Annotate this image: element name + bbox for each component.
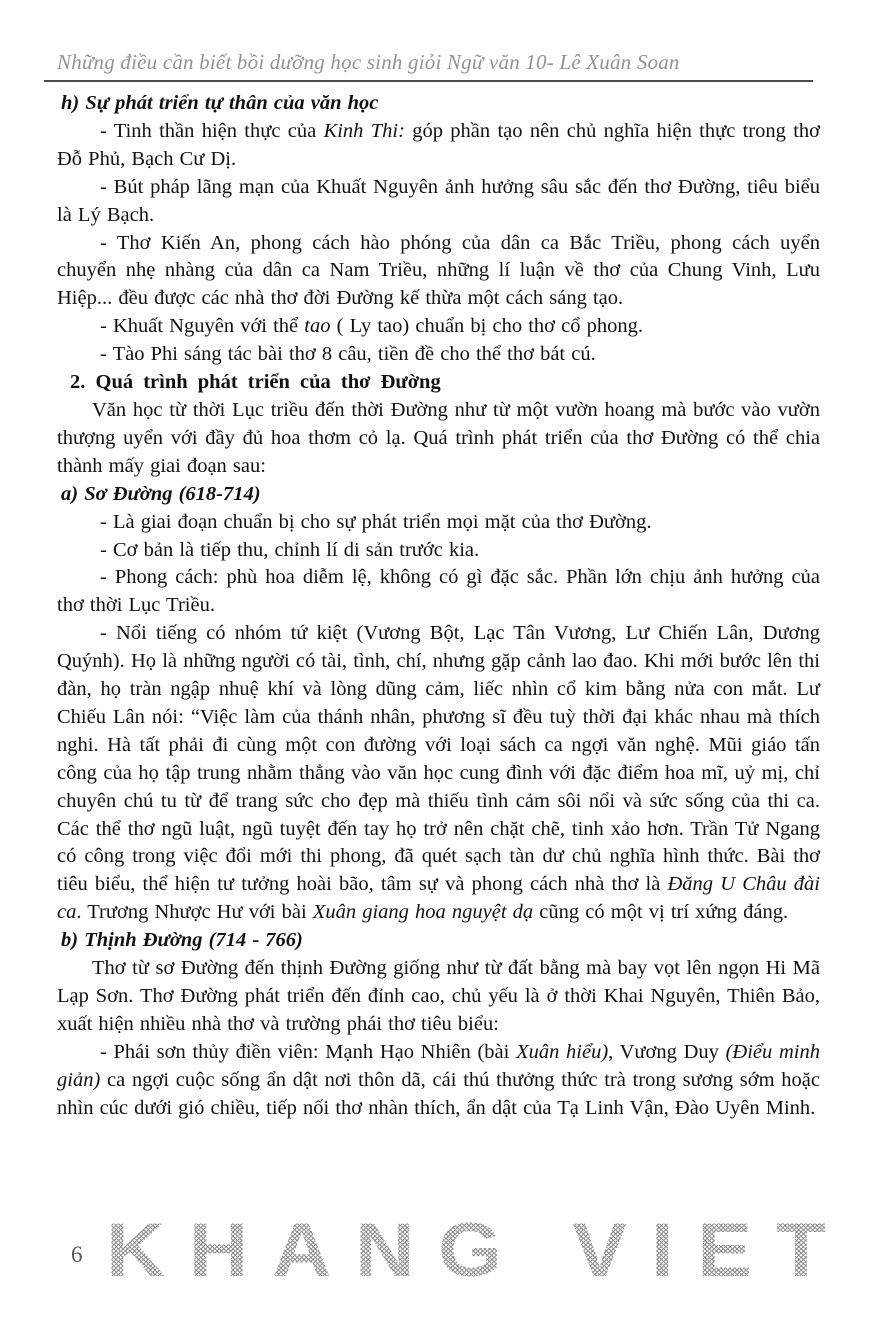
paragraph [57,174,820,230]
text-run: Văn học từ thời Lục triều đến thời Đường như từ một vườn hoang mà bước vào vườn thượng uyển với đầy đủ hoa thơm cỏ lạ. Quá trình phát triển của thơ Đường có thể chia thành mấy giai đoạn sau: [57,398,820,477]
paragraph [57,118,820,174]
text-run: a) Sơ Đường (618-714) [61,482,261,505]
paragraph [57,955,820,1039]
paragraph [57,620,820,927]
text-run: . Trương Nhược Hư với bài [76,901,313,924]
text-run: cũng có một vị trí xứng đáng. [533,901,789,924]
paragraph [57,397,820,481]
text-run: Thơ từ sơ Đường đến thịnh Đường giống như từ đất bằng mà bay vọt lên ngọn Hi Mã Lạp Sơn. Thơ Đường phát triển đến đỉnh cao, chủ yếu là ở thời Khai Nguyên, Thiên Bảo, xuất hiện nhiều nhà thơ và trường phái thơ tiêu biểu: [57,957,820,1035]
italic-text-run: (Điểu minh giản) [57,1040,820,1091]
text-run: ( Ly tao) chuẩn bị cho thơ cổ phong. [330,315,643,338]
paragraph [57,564,820,620]
page-number: 6 [71,1242,83,1267]
text-run: - Bút pháp lãng mạn của Khuất Nguyên ảnh hưởng sâu sắc đến thơ Đường, tiêu biểu là Lý Bạch. [57,175,820,226]
paragraph [57,341,820,369]
text-run: b) Thịnh Đường (714 - 766) [61,929,303,952]
text-run: - Cơ bản là tiếp thu, chỉnh lí di sản trước kia. [100,538,480,561]
paragraph [57,509,820,537]
text-run: - Tinh thần hiện thực của [100,119,324,142]
paragraph [57,230,820,314]
text-run: - Tào Phi sáng tác bài thơ 8 câu, tiền đề cho thể thơ bát cú. [100,343,596,366]
text-run: - Nổi tiếng có nhóm tứ kiệt (Vương Bột, Lạc Tân Vương, Lư Chiến Lân, Dương Quýnh). Họ là những người có tài, tình, chí, nhưng gặp cảnh lao đao. Khi mới bước lên thi đàn, họ tràn ngập nhuệ khí và lòng dũng cảm, liếc nhìn cổ kim bằng nửa con mắt. Lư Chiếu Lân nói: “Việc làm của thánh nhân, phương sĩ đều tuỳ thời đại khác nhau mà thích nghi. Hà tất phải đi cùng một con đường với loại sách ca ngợi văn nghệ. Mũi giáo tấn công của họ tập trung nhằm thẳng vào văn học cung đình với đặc điểm hoa mĩ, uỷ mị, chỉ chuyên chú tu từ để trang sức cho đẹp mà thiếu tình cảm sôi nổi và sức sống của thi ca. Các thể thơ ngũ luật, ngũ tuyệt đến tay họ trở nên chặt chẽ, tinh xảo hơn. Trần Tử Ngang có công trong việc đổi mới thi phong, đã quét sạch tàn dư chủ nghĩa hình thức. Bài thơ tiêu biểu, thể hiện tư tưởng hoài bão, tâm sự và phong cách nhà thơ là [57,622,820,896]
header-rule [44,80,813,82]
text-run: - Khuất Nguyên với thể [100,315,305,338]
paragraph [57,481,820,509]
text-run: h) Sự phát triển tự thân của văn học [61,92,379,114]
text-run: - Phái sơn thủy điền viên: Mạnh Hạo Nhiên (bài [100,1040,517,1063]
text-run: - Thơ Kiến An, phong cách hào phóng của dân ca Bắc Triều, phong cách uyển chuyển nhẹ nhàng của dân ca Nam Triều, những lí luận về thơ của Chung Vinh, Lưu Hiệp... đều được các nhà thơ đời Đường kế thừa một cách sáng tạo. [57,231,820,310]
paragraph [57,90,820,118]
text-run: ca ngợi cuộc sống ẩn dật nơi thôn dã, cái thú thưởng thức trà trong sương sớm hoặc nhìn cúc dưới gió chiều, tiếp nối thơ nhàn thích, ẩn dật của Tạ Linh Vận, Đào Uyên Minh. [57,1068,820,1119]
paragraph [57,537,820,565]
content-column [57,90,820,1123]
text-run: - Là giai đoạn chuẩn bị cho sự phát triển mọi mặt của thơ Đường. [100,510,652,533]
italic-text-run: tao [304,315,331,338]
running-head: Những điều cần biết bồi dưỡng học sinh giỏi Ngữ văn 10- Lê Xuân Soan [57,50,680,74]
italic-text-run: Đăng U Châu đài ca [57,873,820,924]
text-run: , Vương Duy [608,1040,726,1063]
italic-text-run: Xuân hiểu) [516,1040,609,1063]
text-run: 2. Quá trình phát triển của thơ Đường [70,371,441,394]
paragraph [57,313,820,341]
text-run: - Phong cách: phù hoa diễm lệ, không có gì đặc sắc. Phần lớn chịu ảnh hưởng của thơ thời Lục Triều. [57,566,820,617]
paragraph [57,369,820,397]
italic-text-run: Kinh Thi: [323,119,405,142]
italic-text-run: Xuân giang hoa nguyệt dạ [312,901,534,924]
paragraph [57,1039,820,1123]
publisher-watermark: KHANG VIET [106,1208,850,1293]
text-run: góp phần tạo nên chủ nghĩa hiện thực trong thơ Đỗ Phủ, Bạch Cư Dị. [57,119,820,170]
paragraph [57,927,820,955]
